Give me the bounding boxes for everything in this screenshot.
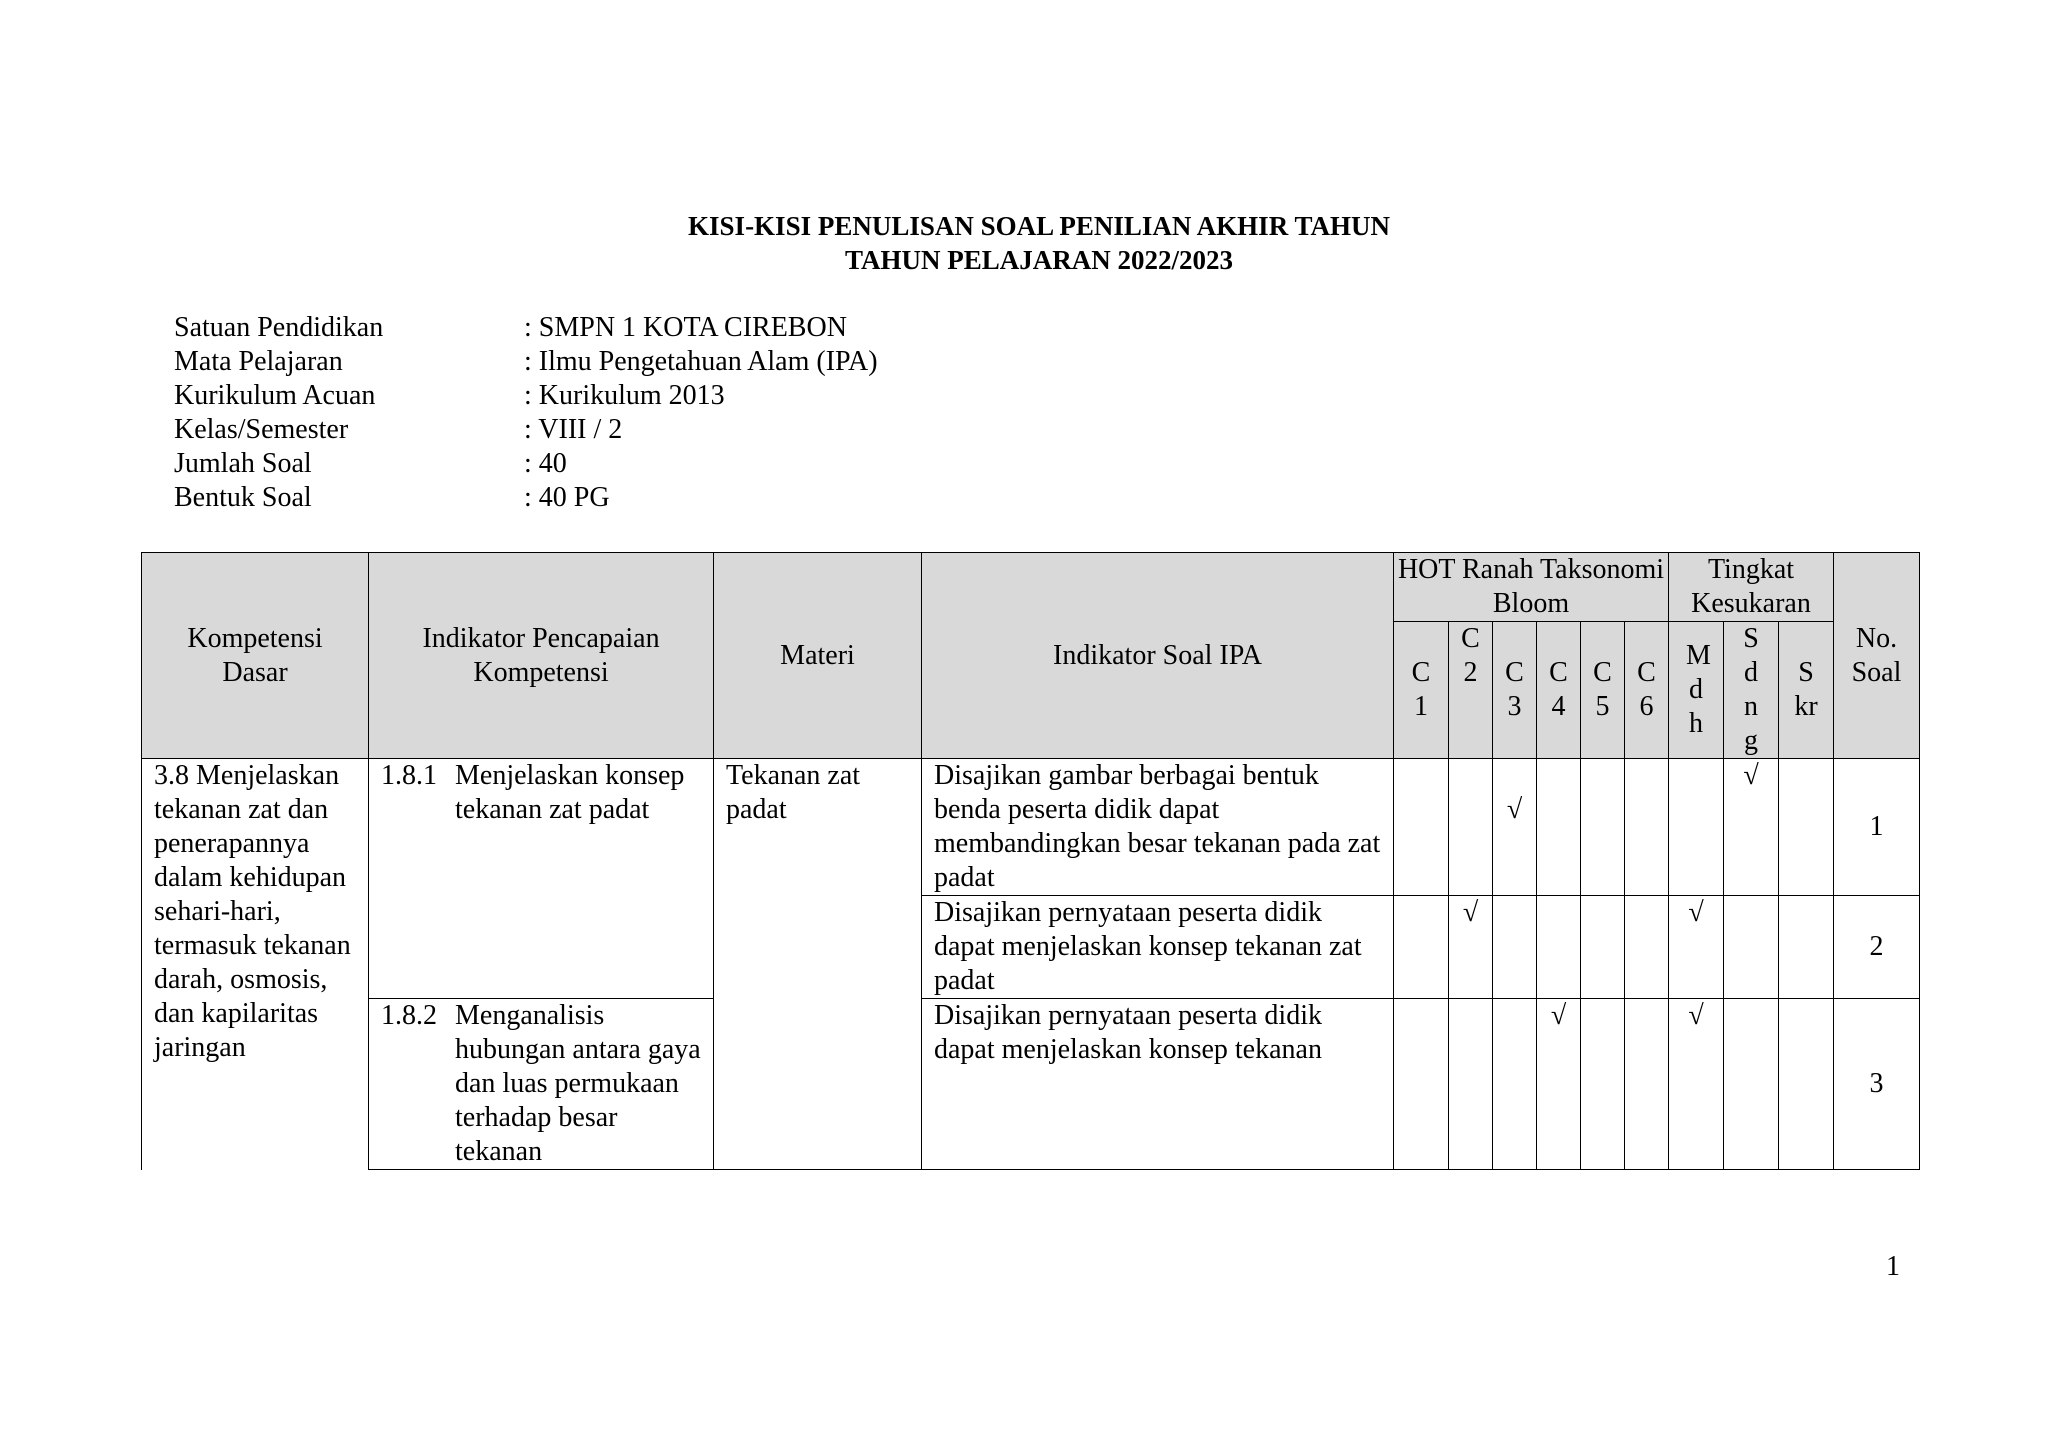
info-label: Bentuk Soal — [174, 482, 312, 513]
indikator-soal-cell: Disajikan pernyataan peserta didik dapat menjelaskan konsep tekanan zat padat — [922, 896, 1394, 999]
check-mark: √ — [1493, 759, 1537, 896]
check-cell — [1625, 896, 1669, 999]
indikator-pencapaian-cell — [369, 759, 714, 999]
check-cell — [1779, 759, 1834, 896]
header-bloom-c2: C 2 — [1449, 622, 1493, 759]
no-soal-cell: 1 — [1834, 759, 1920, 896]
check-cell — [1779, 999, 1834, 1170]
check-cell — [1493, 999, 1537, 1170]
check-cell — [1493, 896, 1537, 999]
info-label: Jumlah Soal — [174, 448, 312, 479]
header-indikator-soal: Indikator Soal IPA — [922, 553, 1394, 759]
check-cell — [1581, 896, 1625, 999]
check-mark: √ — [1449, 896, 1493, 999]
header-bloom-c1: C 1 — [1394, 622, 1449, 759]
check-cell — [1724, 999, 1779, 1170]
indikator-number: 1.8.1 — [381, 760, 437, 791]
check-cell — [1581, 759, 1625, 896]
no-soal-cell: 3 — [1834, 999, 1920, 1170]
header-bloom-c3: C 3 — [1493, 622, 1537, 759]
check-cell — [1724, 896, 1779, 999]
header-difficulty-mdh: M d h — [1669, 622, 1724, 759]
kompetensi-dasar-text: 3.8 Menjelaskan tekanan zat dan penerapannya dalam kehidupan sehari-hari, termasuk tekanan darah, osmosis, dan kapilaritas jaringan — [154, 760, 351, 1063]
indikator-number: 1.8.2 — [381, 1000, 437, 1031]
check-cell — [1779, 896, 1834, 999]
header-bloom-c4: C 4 — [1537, 622, 1581, 759]
check-cell — [1625, 999, 1669, 1170]
check-cell — [1449, 759, 1493, 896]
check-mark: √ — [1537, 999, 1581, 1170]
kompetensi-dasar-cell — [142, 759, 369, 1170]
header-kompetensi-dasar: Kompetensi Dasar — [142, 553, 369, 759]
header-no-soal: No. Soal — [1834, 553, 1920, 759]
check-cell — [1537, 759, 1581, 896]
check-cell — [1394, 999, 1449, 1170]
check-cell — [1669, 759, 1724, 896]
kisi-kisi-table — [141, 552, 1920, 1170]
check-mark: √ — [1669, 999, 1724, 1170]
indikator-text: Menganalisis hubungan antara gaya dan luas permukaan terhadap besar tekanan — [455, 1000, 701, 1167]
header-hot-ranah: HOT Ranah Taksonomi Bloom — [1394, 553, 1669, 622]
document-subtitle: TAHUN PELAJARAN 2022/2023 — [844, 245, 1233, 275]
document-title: KISI-KISI PENULISAN SOAL PENILIAN AKHIR TAHUN — [688, 211, 1390, 241]
check-cell — [1449, 999, 1493, 1170]
header-bloom-c6: C 6 — [1625, 622, 1669, 759]
check-cell — [1581, 999, 1625, 1170]
info-label: Kurikulum Acuan — [174, 380, 376, 411]
no-soal-cell: 2 — [1834, 896, 1920, 999]
info-value: : VIII / 2 — [524, 414, 623, 445]
indikator-soal-cell: Disajikan gambar berbagai bentuk benda peserta didik dapat membandingkan besar tekanan pada zat padat — [922, 759, 1394, 896]
header-materi: Materi — [714, 553, 922, 759]
check-cell — [1537, 896, 1581, 999]
info-value: : 40 PG — [524, 482, 610, 513]
check-cell — [1394, 759, 1449, 896]
info-value: : Kurikulum 2013 — [524, 380, 725, 411]
header-difficulty-sdng: S d n g — [1724, 622, 1779, 759]
info-value: : SMPN 1 KOTA CIREBON — [524, 312, 847, 343]
check-cell — [1625, 759, 1669, 896]
info-label: Satuan Pendidikan — [174, 312, 384, 343]
check-cell — [1394, 896, 1449, 999]
info-value: : 40 — [524, 448, 567, 479]
header-indikator-pencapaian: Indikator Pencapaian Kompetensi — [369, 553, 714, 759]
header-difficulty-skr: S kr — [1779, 622, 1834, 759]
indikator-soal-cell: Disajikan pernyataan peserta didik dapat menjelaskan konsep tekanan — [922, 999, 1394, 1170]
info-label: Kelas/Semester — [174, 414, 349, 445]
info-value: : Ilmu Pengetahuan Alam (IPA) — [524, 346, 878, 377]
header-tingkat-kesukaran: Tingkat Kesukaran — [1669, 553, 1834, 622]
check-mark: √ — [1724, 759, 1779, 896]
check-mark: √ — [1669, 896, 1724, 999]
indikator-pencapaian-cell — [369, 999, 714, 1170]
indikator-text: Menjelaskan konsep tekanan zat padat — [455, 760, 685, 825]
materi-cell: Tekanan zat padat — [714, 759, 922, 1170]
page-number: 1 — [1886, 1251, 1900, 1282]
info-label: Mata Pelajaran — [174, 346, 343, 377]
header-bloom-c5: C 5 — [1581, 622, 1625, 759]
